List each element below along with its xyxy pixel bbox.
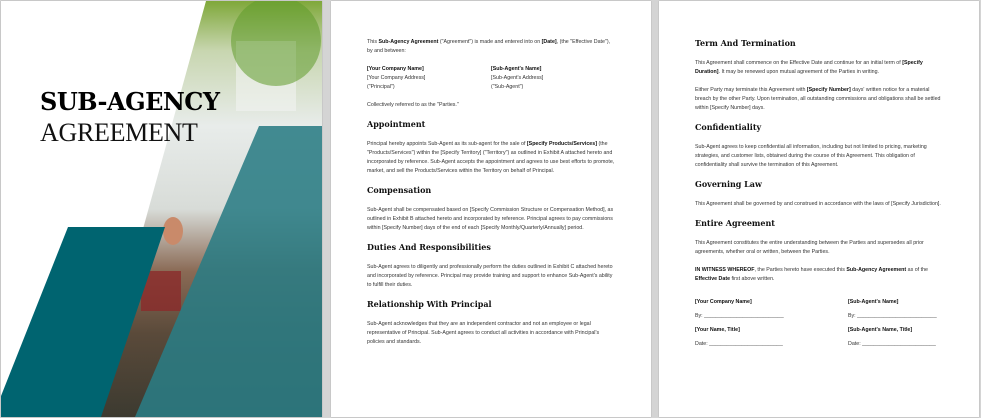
signature-sub-agent: [Sub-Agent's Name] By: ___________________________ [Sub-Agent's Name, Title] Date: _________________________: [848, 298, 943, 354]
section-heading-entire-agreement: Entire Agreement: [695, 218, 775, 228]
governing-law-text: This Agreement shall be governed by and construed in accordance with the laws of [Specify Jurisdiction].: [695, 201, 941, 207]
term-paragraph-2: Either Party may terminate this Agreement with [Specify Number] days' written notice for a material breach by the other Party. Upon termination, all outstanding commissions and obligations shall be settled within [Specify Number] days.: [695, 87, 941, 111]
document-page-2: [331, 1, 651, 417]
section-heading-term: Term And Termination: [695, 38, 796, 48]
section-heading-governing-law: Governing Law: [695, 179, 762, 189]
page-2-body: [367, 38, 615, 356]
section-heading-compensation: Compensation: [367, 185, 432, 195]
section-heading-relationship: Relationship With Principal: [367, 299, 492, 309]
signature-line: By: ___________________________: [695, 313, 784, 319]
date-line: Date: _________________________: [848, 341, 936, 347]
party-sub-agent: [Sub-Agent's Name] [Sub-Agent's Address] ("Sub-Agent"): [491, 66, 544, 90]
signature-block: [695, 298, 943, 354]
page-3-body: [695, 38, 943, 354]
section-heading-confidentiality: Confidentiality: [695, 122, 762, 132]
cover-title-line1: SUB-AGENCY: [40, 87, 220, 116]
intro-paragraph: This Sub-Agency Agreement ("Agreement") is made and entered into on [Date], (the "Effective Date"), by and between:: [367, 39, 611, 54]
witness-text: IN WITNESS WHEREOF, the Parties hereto have executed this Sub-Agency Agreement as of the Effective Date first above written.: [695, 267, 928, 282]
collectively-text: Collectively referred to as the "Parties.": [367, 102, 459, 108]
section-heading-appointment: Appointment: [367, 119, 426, 129]
signature-line: By: ___________________________: [848, 313, 937, 319]
appointment-text: Principal hereby appoints Sub-Agent as its sub-agent for the sale of [Specify Products/Services] (the "Products/Services") within the [Specify Territory] ("Territory") as outlined in Exhibit A attached hereto and incorporated by reference. Sub-Agent accepts the appointment and agrees to use best efforts to promote, market, and sell the Products/Services within the Territory on behalf of Principal.: [367, 141, 615, 174]
entire-agreement-text: This Agreement constitutes the entire understanding between the Parties and supersedes all prior agreements, whether oral or written, between the Parties.: [695, 240, 924, 255]
signature-principal: [Your Company Name] By: ___________________________ [Your Name, Title] Date: _________________________: [695, 298, 790, 354]
confidentiality-text: Sub-Agent agrees to keep confidential all information, including but not limited to pricing, marketing strategies, and customer lists, obtained during the course of this Agreement. This obligation of confidentiality shall survive the termination of this Agreement.: [695, 144, 927, 168]
relationship-text: Sub-Agent acknowledges that they are an independent contractor and not an employee or legal representative of Principal. Sub-Agent agrees to conduct all activities in accordance with Principal's policies and standards.: [367, 321, 600, 345]
party-principal: [Your Company Name] [Your Company Address] ("Principal"): [367, 66, 426, 90]
term-paragraph-1: This Agreement shall commence on the Effective Date and continue for an initial term of [Specify Duration]. It may be renewed upon mutual agreement of the Parties in writing.: [695, 60, 923, 75]
duties-text: Sub-Agent agrees to diligently and professionally perform the duties outlined in Exhibit C attached hereto and incorporated by reference. Principal may provide training and support to enhance Sub-Agent's ability to fulfill their duties.: [367, 264, 613, 288]
parties-block: [367, 65, 615, 92]
date-line: Date: _________________________: [695, 341, 783, 347]
cover-page: [1, 1, 322, 417]
cover-title-line2: AGREEMENT: [40, 118, 198, 147]
section-heading-duties: Duties And Responsibilities: [367, 242, 491, 252]
cover-artwork: [1, 1, 322, 417]
compensation-text: Sub-Agent shall be compensated based on [Specify Commission Structure or Compensation Method], as outlined in Exhibit B attached hereto and incorporated by reference. Principal agrees to pay commissions within [Specify Number] days of the end of each [Specify Monthly/Quarterly/Annually] period.: [367, 207, 614, 231]
document-page-3: [659, 1, 979, 417]
cover-person: [163, 217, 183, 245]
